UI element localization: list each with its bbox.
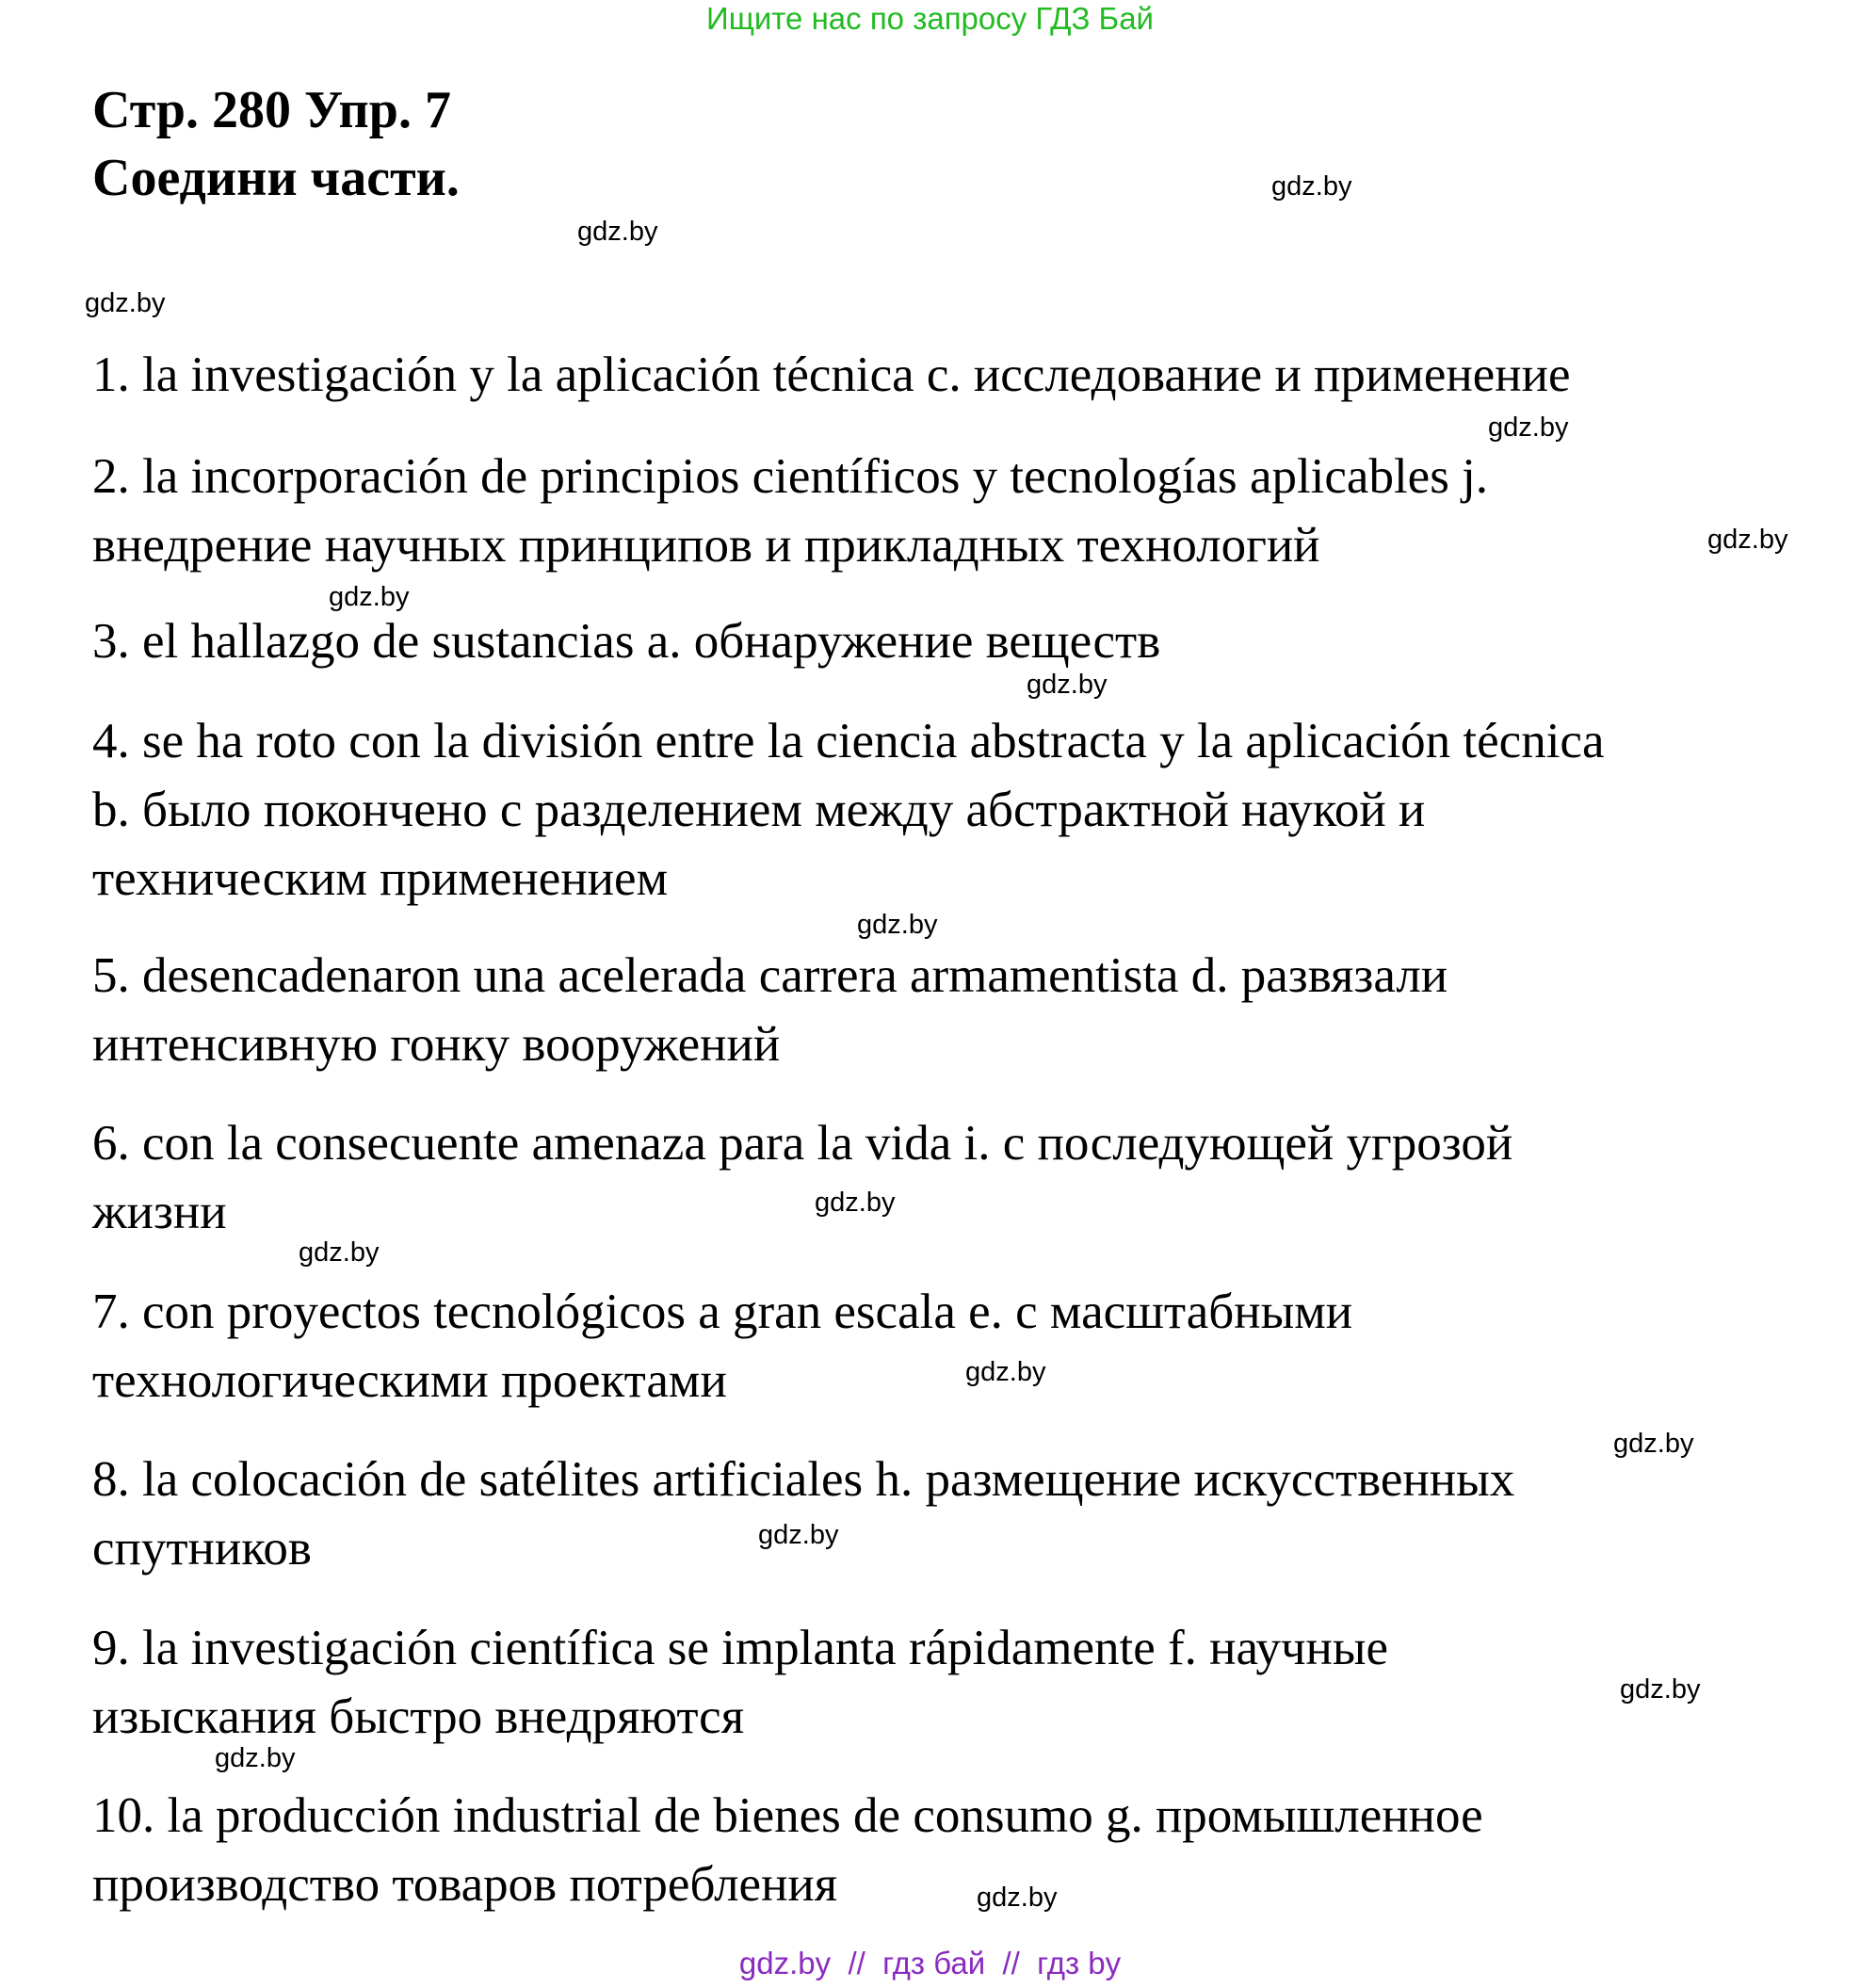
answer-item-1: 1. la investigación y la aplicación técnica c. исследование и применение bbox=[92, 347, 1571, 402]
answer-item-9: 9. la investigación científica se implanta rápidamente f. научные изыскания быстро внедряются bbox=[92, 1621, 1389, 1744]
watermark: gdz.by bbox=[215, 1743, 296, 1773]
watermark: gdz.by bbox=[299, 1237, 380, 1268]
answer-item-7: 7. con proyectos tecnológicos a gran escala e. с масштабными технологическими проектами bbox=[92, 1285, 1353, 1408]
watermark: gdz.by bbox=[815, 1188, 896, 1218]
watermark: gdz.by bbox=[965, 1357, 1046, 1387]
watermark: gdz.by bbox=[1488, 412, 1569, 443]
watermark: gdz.by bbox=[1707, 525, 1788, 555]
answer-item-10: 10. la producción industrial de bienes de consumo g. промышленное производство товаров потребления bbox=[92, 1788, 1483, 1912]
answer-item-5: 5. desencadenaron una acelerada carrera armamentista d. развязали интенсивную гонку вооружений bbox=[92, 948, 1448, 1072]
answer-item-4: 4. se ha roto con la división entre la ciencia abstracta y la aplicación técnica b. было покончено с разделением между абстрактной наукой и техническим применением bbox=[92, 714, 1605, 906]
answer-item-8: 8. la colocación de satélites artificiales h. размещение искусственных спутников bbox=[92, 1452, 1515, 1576]
watermark: gdz.by bbox=[329, 582, 410, 612]
watermark: gdz.by bbox=[1271, 171, 1352, 202]
page-title: Стр. 280 Упр. 7 bbox=[92, 81, 451, 139]
task-instruction: Соедини части. bbox=[92, 149, 460, 207]
watermark: gdz.by bbox=[857, 910, 938, 940]
answer-item-6: 6. con la consecuente amenaza para la vida i. с последующей угрозой жизни bbox=[92, 1116, 1513, 1239]
watermark: gdz.by bbox=[758, 1520, 839, 1550]
watermark: gdz.by bbox=[1620, 1674, 1701, 1705]
watermark: gdz.by bbox=[577, 217, 658, 247]
watermark: gdz.by bbox=[1027, 670, 1108, 700]
answer-item-2: 2. la incorporación de principios científicos y tecnologías aplicables j. внедрение научных принципов и прикладных технологий bbox=[92, 449, 1489, 573]
watermark: gdz.by bbox=[1613, 1429, 1694, 1459]
watermark: gdz.by bbox=[977, 1883, 1058, 1913]
search-banner: Ищите нас по запросу ГДЗ Бай bbox=[706, 1, 1154, 36]
answer-item-3: 3. el hallazgo de sustancias a. обнаружение веществ bbox=[92, 614, 1161, 669]
watermark: gdz.by bbox=[85, 288, 166, 318]
footer-links: gdz.by // гдз бай // гдз by bbox=[738, 1946, 1122, 1980]
